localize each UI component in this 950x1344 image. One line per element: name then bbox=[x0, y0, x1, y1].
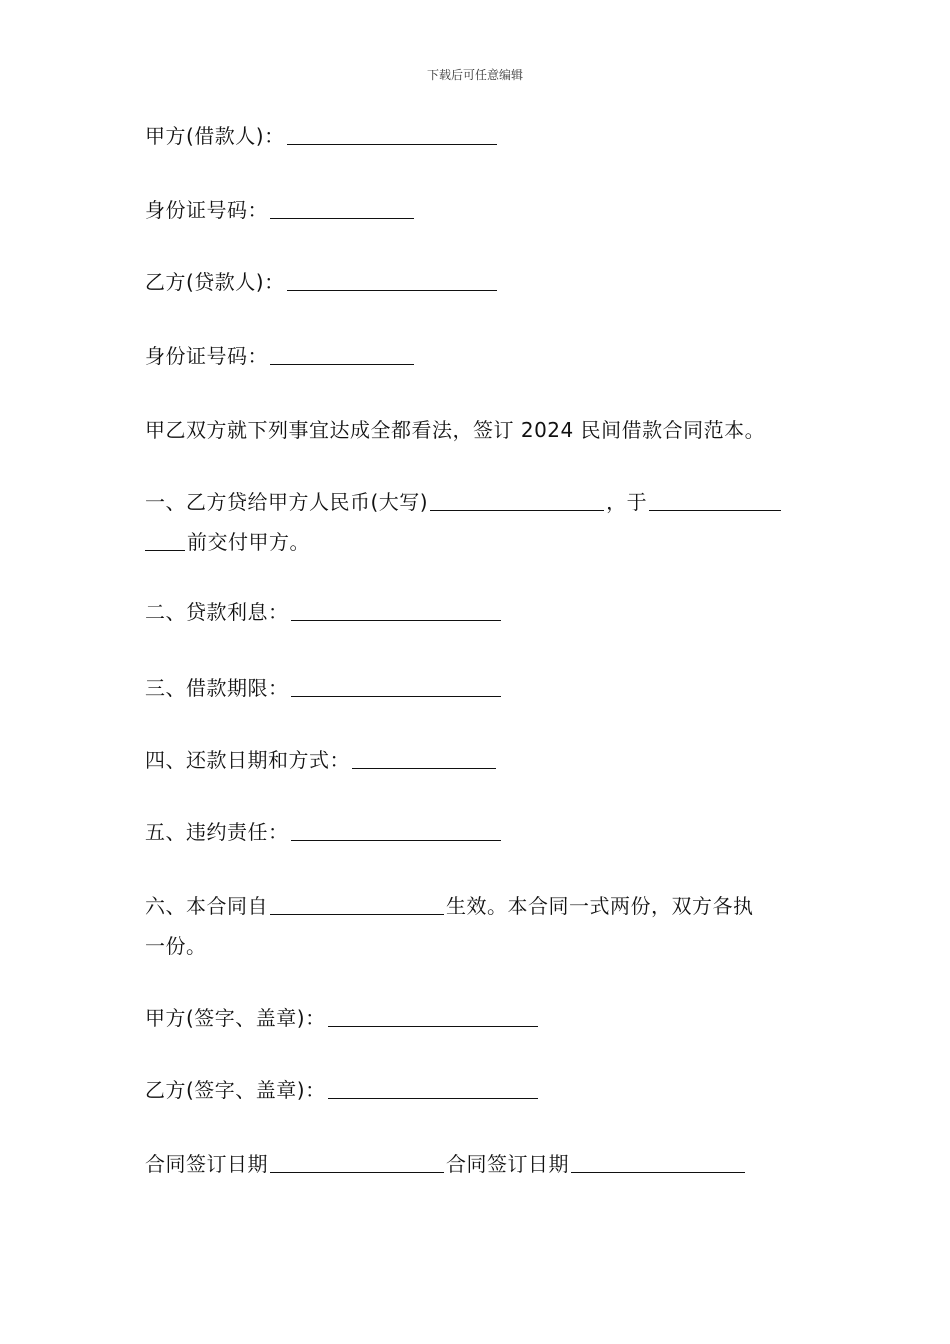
sign-b-line bbox=[145, 1076, 540, 1104]
id-a-line bbox=[145, 196, 416, 224]
item3-blank[interactable] bbox=[291, 676, 501, 697]
item1-date-blank[interactable] bbox=[649, 490, 781, 511]
id-b-label: 身份证号码： bbox=[145, 344, 268, 368]
id-a-label: 身份证号码： bbox=[145, 198, 268, 222]
item1-line-2 bbox=[145, 528, 310, 556]
item2-line bbox=[145, 598, 503, 626]
item6-mid: 生效。本合同一式两份，双方各执 bbox=[446, 894, 754, 918]
intro-line: 甲乙双方就下列事宜达成全都看法，签订 2024 民间借款合同范本。 bbox=[145, 418, 766, 442]
sign-b-blank[interactable] bbox=[328, 1078, 538, 1099]
party-a-line bbox=[145, 122, 499, 150]
id-b-line bbox=[145, 342, 416, 370]
party-a-blank[interactable] bbox=[287, 124, 497, 145]
date-b-blank[interactable] bbox=[571, 1152, 745, 1173]
item4-blank[interactable] bbox=[352, 748, 496, 769]
item1-line bbox=[145, 488, 783, 516]
item5-line bbox=[145, 818, 503, 846]
party-b-blank[interactable] bbox=[287, 270, 497, 291]
sign-a-label: 甲方(签字、盖章)： bbox=[145, 1006, 326, 1030]
item2-blank[interactable] bbox=[291, 600, 501, 621]
item2-label: 二、贷款利息： bbox=[145, 600, 289, 624]
sign-a-blank[interactable] bbox=[328, 1006, 538, 1027]
item5-blank[interactable] bbox=[291, 820, 501, 841]
item4-label: 四、还款日期和方式： bbox=[145, 748, 350, 772]
date-line bbox=[145, 1150, 747, 1178]
item1-end: 前交付甲方。 bbox=[187, 530, 310, 554]
id-b-blank[interactable] bbox=[270, 344, 414, 365]
item3-line bbox=[145, 674, 503, 702]
item1-amount-blank[interactable] bbox=[430, 490, 604, 511]
sign-b-label: 乙方(签字、盖章)： bbox=[145, 1078, 326, 1102]
date-a-label: 合同签订日期 bbox=[145, 1152, 268, 1176]
date-a-blank[interactable] bbox=[270, 1152, 444, 1173]
item5-label: 五、违约责任： bbox=[145, 820, 289, 844]
item6-line bbox=[145, 892, 754, 920]
id-a-blank[interactable] bbox=[270, 198, 414, 219]
party-b-line bbox=[145, 268, 499, 296]
sign-a-line bbox=[145, 1004, 540, 1032]
item3-label: 三、借款期限： bbox=[145, 676, 289, 700]
date-b-label: 合同签订日期 bbox=[446, 1152, 569, 1176]
item4-line bbox=[145, 746, 498, 774]
page-header: 下载后可任意编辑 bbox=[426, 68, 523, 82]
item1-date-blank-cont[interactable] bbox=[145, 530, 185, 551]
item1-label: 一、乙方贷给甲方人民币(大写) bbox=[145, 490, 429, 514]
item6-line-2: 一份。 bbox=[145, 934, 207, 958]
item1-mid: ，于 bbox=[606, 490, 648, 514]
item6-label: 六、本合同自 bbox=[145, 894, 268, 918]
party-b-label: 乙方(贷款人)： bbox=[145, 270, 285, 294]
party-a-label: 甲方(借款人)： bbox=[145, 124, 285, 148]
item6-blank[interactable] bbox=[270, 894, 444, 915]
